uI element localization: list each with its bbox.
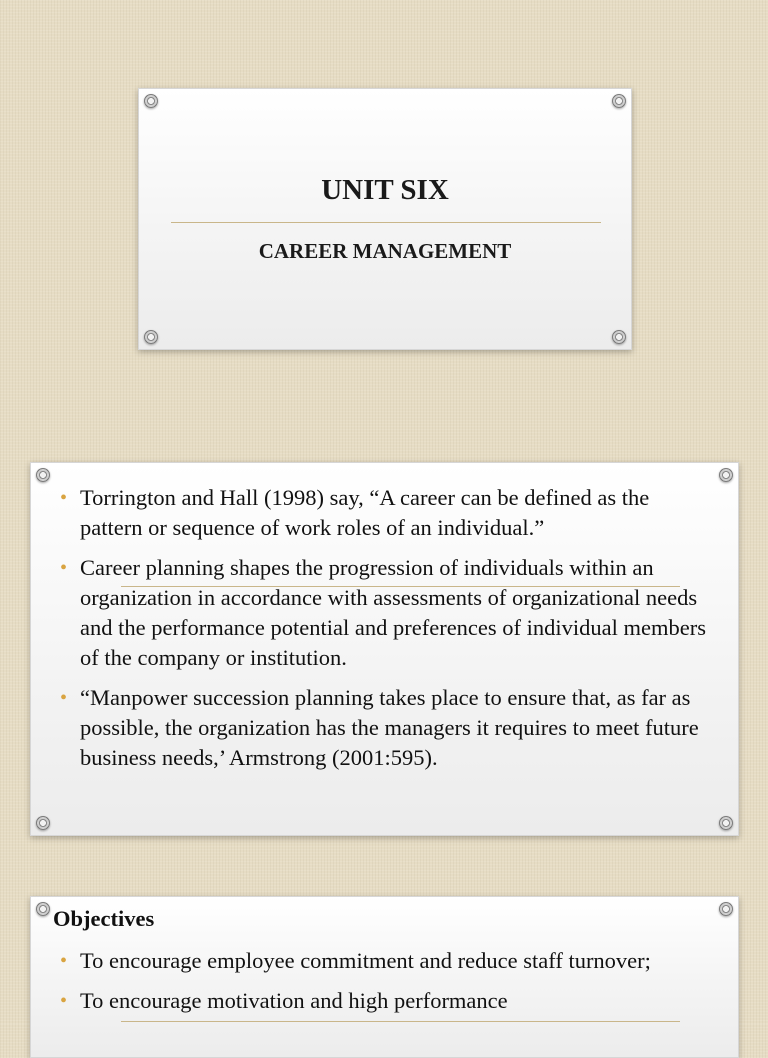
slide-heading: Objectives — [53, 906, 155, 931]
list-item — [58, 553, 708, 673]
bullet-text: To encourage motivation and high performance — [80, 988, 508, 1013]
bullet-icon: • — [60, 990, 68, 1012]
bullet-icon: • — [60, 557, 68, 579]
list-item — [58, 683, 708, 773]
bullet-icon: • — [60, 950, 68, 972]
bullet-icon: • — [60, 687, 68, 709]
pushpin-icon — [612, 94, 626, 108]
title-divider — [171, 222, 601, 223]
pushpin-icon — [36, 902, 50, 916]
title-slide — [138, 88, 632, 350]
bullet-text: “Manpower succession planning takes place to ensure that, as far as possible, the organization has the managers it requires to meet future business needs,’ Armstrong (2001:595). — [80, 685, 699, 770]
slide-subtitle: CAREER MANAGEMENT — [258, 239, 512, 263]
pushpin-icon — [36, 816, 50, 830]
pushpin-icon — [719, 816, 733, 830]
bullet-list — [58, 946, 708, 1026]
slide-title: UNIT SIX — [321, 174, 449, 206]
pushpin-icon — [719, 902, 733, 916]
pushpin-icon — [144, 94, 158, 108]
list-item — [58, 946, 708, 976]
pushpin-icon — [144, 330, 158, 344]
definitions-slide — [30, 462, 739, 836]
list-item — [58, 483, 708, 543]
bullet-text: Torrington and Hall (1998) say, “A career can be defined as the pattern or sequence of work roles of an individual.” — [80, 485, 650, 540]
list-item — [58, 986, 708, 1016]
pushpin-icon — [36, 468, 50, 482]
pushpin-icon — [612, 330, 626, 344]
bullet-icon: • — [60, 487, 68, 509]
pushpin-icon — [719, 468, 733, 482]
bullet-text: Career planning shapes the progression of individuals within an organization in accordance with assessments of organizational needs and the performance potential and preferences of individual members of the company or institution. — [80, 555, 706, 670]
bullet-list — [58, 483, 708, 783]
objectives-slide — [30, 896, 739, 1058]
bullet-text: To encourage employee commitment and reduce staff turnover; — [80, 948, 651, 973]
